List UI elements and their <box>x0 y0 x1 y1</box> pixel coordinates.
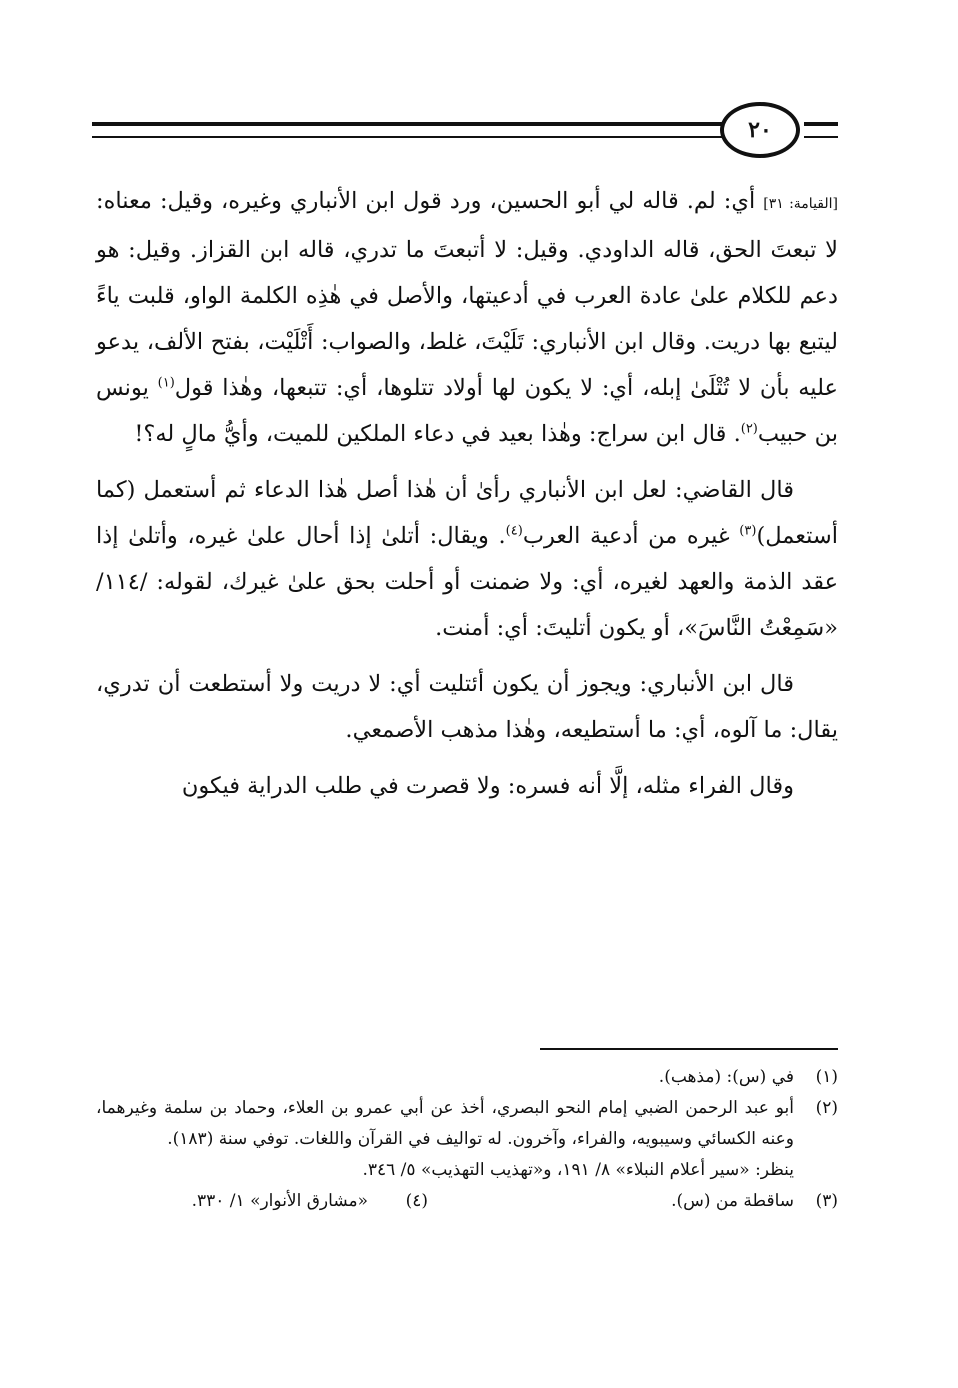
paragraph-1-text-b: يونس بن حبيب <box>96 375 838 447</box>
paragraph-3: قال ابن الأنباري: ويجوز أن يكون أئتليت أي: لا دريت ولا أستطعت أن تدري، يقال: ما آلوه، أي: ما أستطيعه، وهٰذا مذهب الأصمعي. <box>96 671 838 743</box>
header-rule-thick <box>92 122 722 126</box>
footnote-1-number: (١) <box>815 1067 838 1087</box>
footnote-divider <box>540 1048 838 1050</box>
footnote-ref-1[interactable]: (١) <box>157 375 175 391</box>
header-rule-right-thick <box>804 122 838 126</box>
footnote-ref-4[interactable]: (٤) <box>505 523 523 539</box>
paragraph-2 <box>96 467 838 651</box>
footnote-2-text: أبو عبد الرحمن الضبي إمام النحو البصري، أخذ عن أبي عمرو بن العلاء، وحماد بن سلمة وغيرهما، وعنه الكسائي وسيبويه، والفراء، وآخرون. له تواليف في القرآن واللغات. توفي سنة (١٨٣). <box>96 1098 794 1149</box>
footnote-4-number: (٤) <box>405 1191 428 1211</box>
footnote-3-text: ساقطة من (س). <box>671 1191 794 1211</box>
footnote-2-number: (٢) <box>815 1098 838 1118</box>
footnote-3-4-row <box>96 1186 838 1217</box>
paragraph-2-text-c: . ويقال: أتلىٰ إذا أحال علىٰ غيره، وأتلىٰ إذا عقد الذمة والعهد لغيره، أي: ولا ضمنت أو أحلت بحق علىٰ غيرك، لقوله: /١١٤/ «سَمِعْتُ النَّاسَ»، أو يكون أتليتَ: أي: أمنت. <box>96 523 838 641</box>
footnote-1-text: في (س): (مذهب). <box>658 1067 794 1087</box>
paragraph-4: وقال الفراء مثله، إلَّا أنه فسره: ولا قصرت في طلب الدراية فيكون <box>181 773 794 799</box>
footnotes <box>96 1062 838 1217</box>
paragraph-1-text-c: . قال ابن سراج: وهٰذا بعيد في دعاء الملكين للميت، وأيُّ مالٍ له؟! <box>134 421 741 447</box>
paragraph-1-text-a: أي: لم. قاله لي أبو الحسين، ورد قول ابن الأنباري وغيره، وقيل: معناه: لا تبعتَ الحق، قاله الداودي. وقيل: لا أتبعتَ ما تدري، قاله ابن القزاز. وقيل: هو دعم للكلام علىٰ عادة العرب في أدعيتها، والأصل في هٰذِه الكلمة الواو، قلبت ياءً ليتبع بها دريت. وقال ابن الأنباري: تَلَيْتَ، غلط، والصواب: أَتْلَيْت، بفتح الألف، يدعو عليه بأن لا تُتْلَىٰ إبله، أي: لا يكون لها أولاد تتلوها، أي: تتبعها، وهٰذا قول <box>96 188 838 401</box>
paragraph-2-text-b: غيره من أدعية العرب <box>522 523 740 549</box>
page-number: ٢٠ <box>720 102 800 158</box>
footnote-2-reference: ينظر: «سير أعلام النبلاء» ٨/ ١٩١، و«تهذيب التهذيب» ٥/ ٣٤٦. <box>362 1160 794 1180</box>
footnote-3-number: (٣) <box>815 1191 838 1211</box>
header-rule-thin <box>92 136 722 138</box>
footnote-4-text: «مشارق الأنوار» ١/ ٣٣٠. <box>191 1191 368 1211</box>
footnote-ref-3[interactable]: (٣) <box>739 523 757 539</box>
paragraph-1 <box>96 178 838 457</box>
footnote-1 <box>96 1062 838 1093</box>
footnote-2 <box>96 1093 838 1155</box>
footnote-ref-2[interactable]: (٢) <box>740 421 758 437</box>
header-rule-right-thin <box>804 136 838 138</box>
quran-reference: [القيامة: ٣١] <box>763 196 838 212</box>
main-text <box>96 178 838 819</box>
paragraph-2-text-a: قال القاضي: لعل ابن الأنباري رأىٰ أن هٰذا أصل هٰذا الدعاء ثم أستعمل (كما أستعمل) <box>96 477 839 549</box>
page-header <box>92 100 838 162</box>
